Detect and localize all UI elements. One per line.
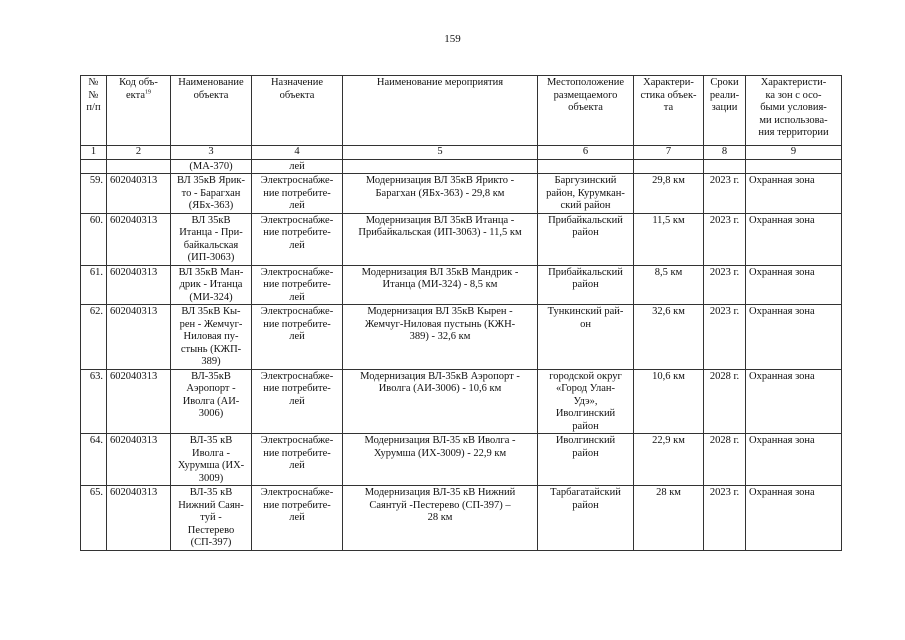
- text-line: Модернизация ВЛ-35кВ Аэропорт -: [360, 370, 520, 382]
- text-line: Наименование мероприятия: [376, 77, 504, 88]
- text-line: район: [572, 447, 599, 459]
- cell-location: [538, 174, 634, 214]
- table-row: [81, 265, 842, 305]
- text-line: лей: [289, 395, 305, 407]
- text-line: Электроснабже-: [260, 214, 334, 226]
- cell-purpose: [252, 265, 343, 305]
- text-line: Модернизация ВЛ 35кВ Итанца -: [365, 214, 515, 226]
- cell-term: 2023 г.: [704, 305, 746, 370]
- text-line: ние потребите-: [263, 227, 331, 238]
- text-line: реали-: [709, 89, 740, 101]
- table-row: [81, 213, 842, 265]
- text-line: Тункинский рай-: [547, 306, 624, 317]
- continuation-row: [81, 159, 842, 174]
- text-line: ВЛ 35кВ Ярик-: [176, 175, 246, 186]
- table-row: [81, 486, 842, 551]
- table-row: [81, 305, 842, 370]
- column-number-3: 3: [171, 146, 252, 160]
- text-line: Наименование: [178, 77, 244, 88]
- cell-name: [171, 305, 252, 370]
- text-line: Нижний Саян-: [178, 499, 244, 511]
- cell-purpose: [252, 213, 343, 265]
- text-line: (МИ-324): [189, 291, 233, 303]
- page-number: 159: [444, 33, 461, 45]
- header-code-label: [110, 77, 167, 102]
- text-line: лей: [289, 331, 305, 342]
- text-line: Иволга (АИ-: [182, 395, 240, 407]
- cell-zone: Охранная зона: [746, 434, 842, 486]
- text-line: Иволга (АИ-3006) - 10,6 км: [378, 383, 502, 394]
- cell-purpose: [252, 486, 343, 551]
- text-line: Иволгинский: [555, 435, 616, 446]
- cell-num: 65.: [81, 486, 107, 551]
- text-line: район: [572, 227, 599, 238]
- header-col-characteristic: [634, 76, 704, 146]
- text-line: (СП-397): [190, 537, 232, 548]
- header-col-term: [704, 76, 746, 146]
- cell-location: [538, 265, 634, 305]
- cell-zone: Охранная зона: [746, 213, 842, 265]
- text-line: Прибайкальский: [548, 266, 623, 278]
- text-line: ние потребите-: [263, 447, 331, 459]
- text-line: 3009): [198, 472, 224, 484]
- table-row: [81, 434, 842, 486]
- cell-num: 59.: [81, 174, 107, 214]
- cell-measure: [343, 159, 538, 174]
- cell-measure: [343, 305, 538, 370]
- cell-name: [171, 174, 252, 214]
- cell-num: 61.: [81, 265, 107, 305]
- cell-characteristic: 8,5 км: [634, 265, 704, 305]
- text-line: Ниловая пу-: [183, 331, 239, 342]
- text-line: Модернизация ВЛ 35кВ Кырен -: [367, 306, 513, 317]
- cell-zone: [746, 159, 842, 174]
- cell-measure: [343, 434, 538, 486]
- text-line: лей: [289, 200, 305, 211]
- text-line: рен - Жемчуг-: [179, 318, 243, 330]
- text-line: (ЯБх-363): [188, 200, 234, 211]
- cell-code: 602040313: [107, 265, 171, 305]
- cell-purpose: [252, 434, 343, 486]
- text-line: ВЛ-35 кВ: [189, 435, 233, 446]
- text-line: Баргузинский: [554, 175, 617, 186]
- header-col-purpose: [252, 76, 343, 146]
- text-line: Прибайкальский: [548, 214, 623, 226]
- column-number-4: 4: [252, 146, 343, 160]
- text-line: байкальская: [183, 239, 239, 251]
- cell-num: [81, 159, 107, 174]
- header-col-zone: [746, 76, 842, 146]
- cell-zone: Охранная зона: [746, 174, 842, 214]
- cell-characteristic: 32,6 км: [634, 305, 704, 370]
- text-line: ВЛ-35 кВ: [189, 487, 233, 498]
- cell-name: [171, 369, 252, 434]
- cell-zone: Охранная зона: [746, 486, 842, 551]
- cell-location: [538, 213, 634, 265]
- text-line: Электроснабже-: [260, 435, 334, 446]
- text-line: Электроснабже-: [260, 306, 334, 317]
- cell-code: 602040313: [107, 213, 171, 265]
- text-line: Тарбагатайский: [550, 487, 621, 498]
- header-col-code: [107, 76, 171, 146]
- text-line: Иволгинский: [555, 408, 616, 419]
- text-line: быми условия-: [760, 102, 827, 113]
- header-row: [81, 76, 842, 146]
- header-col-location: [538, 76, 634, 146]
- cell-name: [171, 486, 252, 551]
- cell-measure: [343, 486, 538, 551]
- text-line: ми использова-: [759, 114, 828, 126]
- cell-term: 2028 г.: [704, 369, 746, 434]
- text-line: 389) - 32,6 км: [409, 331, 471, 342]
- text-line: (ИП-3063): [187, 252, 235, 263]
- text-line: Модернизация ВЛ-35 кВ Нижний: [364, 487, 516, 498]
- column-number-1: 1: [81, 146, 107, 160]
- text-line: 3006): [198, 408, 224, 419]
- text-line: Саянтуй -Пестерево (СП-397) –: [369, 499, 511, 511]
- text-line: объекта: [279, 89, 315, 101]
- text-line: Хурумша (ИХ-3009) - 22,9 км: [373, 447, 507, 459]
- text-line: лей: [289, 291, 305, 303]
- table-row: [81, 369, 842, 434]
- cell-code: 602040313: [107, 305, 171, 370]
- text-line: туй -: [200, 512, 222, 523]
- cell-location: [538, 434, 634, 486]
- text-line: лей: [289, 239, 305, 251]
- text-line: городской округ: [549, 370, 622, 382]
- text-line: дрик - Итанца: [179, 279, 243, 290]
- cell-measure: [343, 369, 538, 434]
- text-line: лей: [289, 160, 305, 172]
- cell-location: [538, 305, 634, 370]
- text-line: Модернизация ВЛ 35кВ Ярикто -: [365, 175, 515, 186]
- text-line: Хурумша (ИХ-: [177, 460, 245, 471]
- footnote-marker: 19: [145, 89, 151, 95]
- cell-name: [171, 213, 252, 265]
- column-number-row: [81, 146, 842, 160]
- cell-zone: Охранная зона: [746, 305, 842, 370]
- cell-characteristic: 11,5 км: [634, 213, 704, 265]
- cell-term: [704, 159, 746, 174]
- text-line: №: [88, 89, 99, 101]
- cell-num: 64.: [81, 434, 107, 486]
- text-line: Электроснабже-: [260, 487, 334, 498]
- cell-characteristic: 28 км: [634, 486, 704, 551]
- text-line: зации: [711, 102, 738, 113]
- text-line: Иволга -: [192, 447, 230, 459]
- cell-code: 602040313: [107, 369, 171, 434]
- text-line: п/п: [86, 102, 101, 113]
- text-line: Итанца (МИ-324) - 8,5 км: [382, 279, 498, 290]
- text-line: ние потребите-: [263, 318, 331, 330]
- cell-code: 602040313: [107, 486, 171, 551]
- column-number-9: 9: [746, 146, 842, 160]
- cell-code: 602040313: [107, 174, 171, 214]
- text-line: размещаемого: [553, 89, 618, 101]
- text-line: Характеристи-: [760, 77, 827, 88]
- text-line: Модернизация ВЛ-35 кВ Иволга -: [364, 435, 516, 446]
- cell-zone: Охранная зона: [746, 265, 842, 305]
- objects-table: [80, 75, 842, 551]
- text-line: ние потребите-: [263, 499, 331, 511]
- text-line: екта$^{19}$: [125, 89, 151, 101]
- text-line: Характери-: [643, 77, 694, 88]
- cell-term: 2023 г.: [704, 213, 746, 265]
- cell-purpose: [252, 305, 343, 370]
- text-line: объекта: [568, 102, 603, 113]
- text-line: Код объ-: [119, 77, 158, 88]
- text-line: ВЛ 35кВ: [191, 214, 231, 226]
- text-line: Модернизация ВЛ 35кВ Мандрик -: [361, 266, 519, 278]
- text-line: 389): [201, 356, 221, 367]
- text-line: №: [88, 77, 99, 88]
- cell-term: 2023 г.: [704, 265, 746, 305]
- text-line: ВЛ 35кВ Ман-: [178, 266, 244, 278]
- cell-purpose: [252, 159, 343, 174]
- cell-characteristic: 29,8 км: [634, 174, 704, 214]
- text-line: Электроснабже-: [260, 266, 334, 278]
- cell-code: [107, 159, 171, 174]
- text-line: ский район: [560, 200, 611, 211]
- column-number-6: 6: [538, 146, 634, 160]
- header-col-number: [81, 76, 107, 146]
- column-number-8: 8: [704, 146, 746, 160]
- text-line: ВЛ 35кВ Кы-: [181, 306, 241, 317]
- text-line: «Город Улан-: [555, 383, 616, 394]
- cell-location: [538, 486, 634, 551]
- cell-num: 63.: [81, 369, 107, 434]
- cell-measure: [343, 174, 538, 214]
- text-line: Электроснабже-: [260, 175, 334, 186]
- column-number-7: 7: [634, 146, 704, 160]
- cell-name: [171, 159, 252, 174]
- header-col-name: [171, 76, 252, 146]
- text-line: объекта: [193, 89, 229, 101]
- cell-measure: [343, 265, 538, 305]
- cell-zone: Охранная зона: [746, 369, 842, 434]
- cell-num: 62.: [81, 305, 107, 370]
- column-number-5: 5: [343, 146, 538, 160]
- text-line: район: [572, 499, 599, 511]
- text-line: район: [572, 420, 599, 432]
- text-line: Аэропорт -: [186, 383, 236, 394]
- cell-code: 602040313: [107, 434, 171, 486]
- text-line: лей: [289, 460, 305, 471]
- cell-term: 2028 г.: [704, 434, 746, 486]
- text-line: Итанца - При-: [179, 227, 243, 238]
- cell-characteristic: [634, 159, 704, 174]
- text-line: ка зон с осо-: [765, 89, 822, 101]
- cell-measure: [343, 213, 538, 265]
- column-number-2: 2: [107, 146, 171, 160]
- text-line: та: [663, 102, 674, 113]
- text-line: Прибайкальская (ИП-3063) - 11,5 км: [358, 227, 522, 238]
- cell-characteristic: 22,9 км: [634, 434, 704, 486]
- text-line: район: [572, 279, 599, 290]
- text-line: Удэ»,: [573, 395, 598, 407]
- text-line: Местоположение: [546, 77, 625, 88]
- cell-name: [171, 434, 252, 486]
- cell-location: [538, 159, 634, 174]
- cell-location: [538, 369, 634, 434]
- header-col-measure: [343, 76, 538, 146]
- text-line: (МА-370): [189, 160, 233, 172]
- text-line: то - Барагхан: [181, 187, 241, 199]
- text-line: район, Курумкан-: [546, 187, 625, 199]
- cell-num: 60.: [81, 213, 107, 265]
- text-line: Барагхан (ЯБх-363) - 29,8 км: [375, 187, 505, 199]
- cell-characteristic: 10,6 км: [634, 369, 704, 434]
- table-row: [81, 174, 842, 214]
- text-line: Назначение: [270, 77, 324, 88]
- text-line: Пестерево: [187, 524, 235, 536]
- cell-term: 2023 г.: [704, 174, 746, 214]
- text-line: 28 км: [427, 512, 453, 523]
- text-line: стынь (КЖП-: [180, 343, 242, 355]
- text-line: ние потребите-: [263, 187, 331, 199]
- text-line: Жемчуг-Ниловая пустынь (КЖН-: [364, 318, 516, 330]
- cell-purpose: [252, 369, 343, 434]
- text-line: ние потребите-: [263, 383, 331, 394]
- text-line: Сроки: [710, 77, 739, 88]
- text-line: ния территории: [758, 127, 829, 138]
- cell-name: [171, 265, 252, 305]
- cell-purpose: [252, 174, 343, 214]
- text-line: он: [580, 318, 591, 330]
- text-line: ВЛ-35кВ: [191, 370, 231, 382]
- text-line: Электроснабже-: [260, 370, 334, 382]
- cell-term: 2023 г.: [704, 486, 746, 551]
- text-line: стика объек-: [640, 89, 697, 101]
- text-line: лей: [289, 512, 305, 523]
- text-line: ние потребите-: [263, 279, 331, 290]
